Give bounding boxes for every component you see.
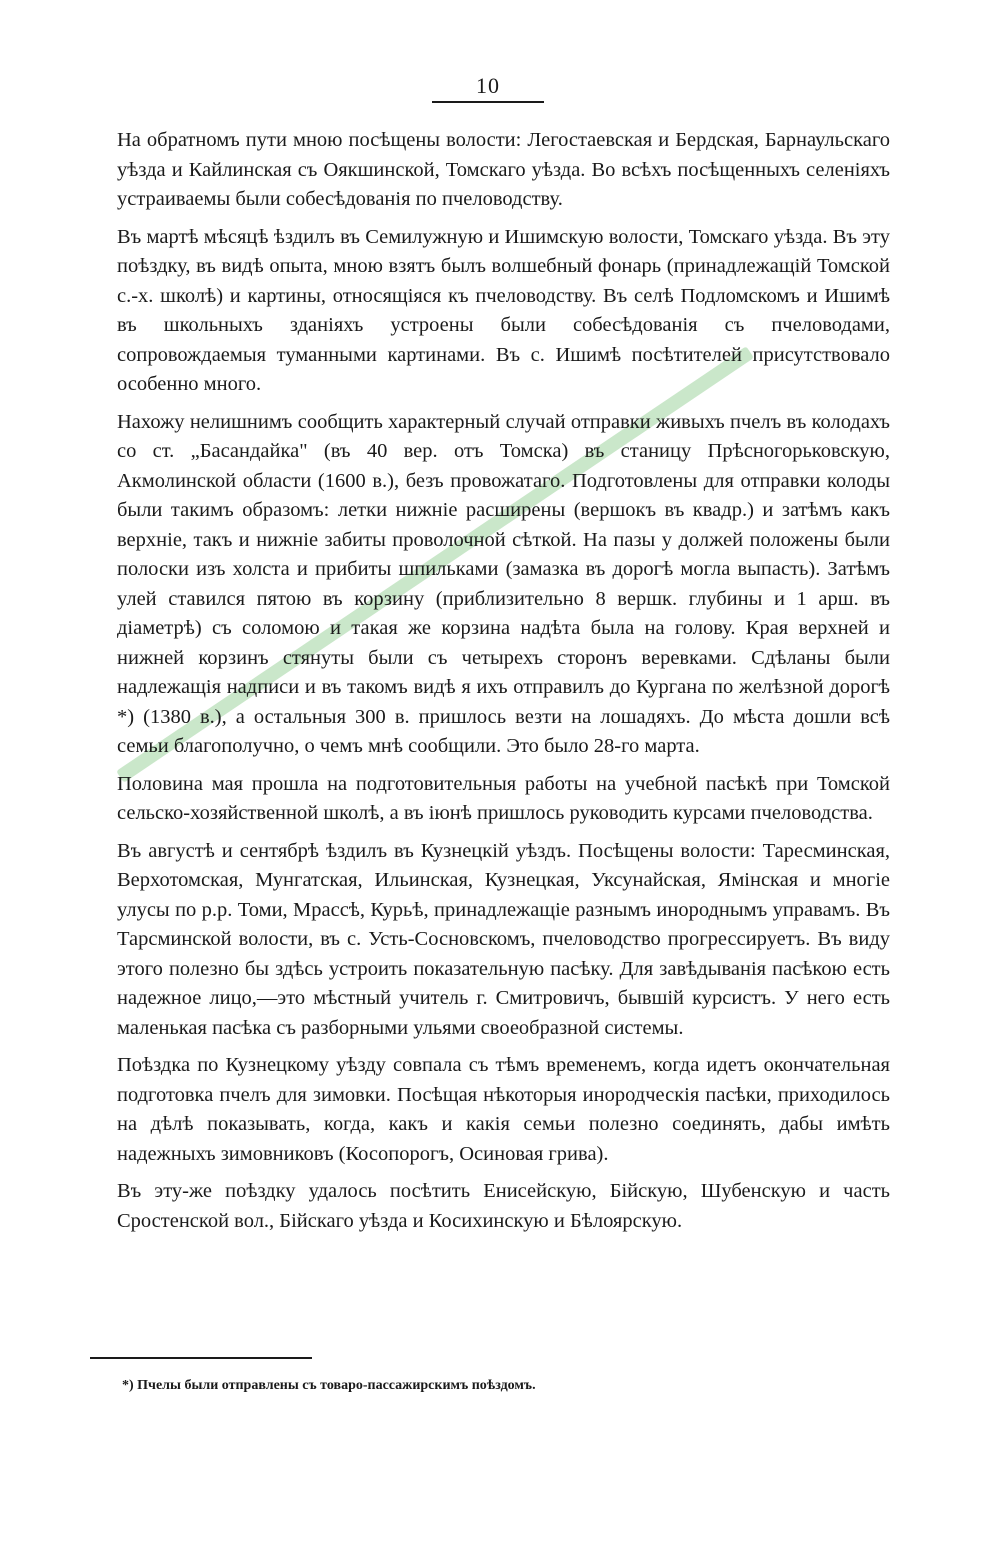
body-text [117,126,890,1236]
paragraph-5: Въ августѣ и сентябрѣ ѣздилъ въ Кузнецкій уѣздъ. Посѣщены волости: Таресминская, Верхотомская, Мунгатская, Ильинская, Кузнецкая, Уксунайская, Ямінская и многіе улусы по р.р. Томи, Мрассѣ, Курьѣ, принадлежащіе разнымъ инороднымъ управамъ. Въ Тарсминской волости, въ с. Усть-Сосновскомъ, пчеловодство прогрессируетъ. Въ виду этого полезно бы здѣсь устроить показательную пасѣку. Для завѣдыванія пасѣкою есть надежное лицо,—это мѣстный учитель г. Смитровичъ, бывшій курсистъ. У него есть маленькая пасѣка съ разборными ульями своеобразной системы. [117,839,890,1039]
footnote: *) Пчелы были отправлены съ товаро-пассажирскимъ поѣздомъ. [122,1378,536,1393]
paragraph-4: Половина мая прошла на подготовительныя работы на учебной пасѣкѣ при Томской сельско-хозяйственной школѣ, а въ іюнѣ пришлось руководить курсами пчеловодства. [117,772,890,824]
page-number: 10 [476,73,500,98]
paragraph-7: Въ эту-же поѣздку удалось посѣтить Енисейскую, Бійскую, Шубенскую и часть Сростенской вол., Бійскаго уѣзда и Косихинскую и Бѣлоярскую. [117,1180,890,1232]
paragraph-3: Нахожу нелишнимъ сообщить характерный случай отправки живыхъ пчелъ въ колодахъ со ст. „Басандайка" (въ 40 вер. отъ Томска) въ станицу Прѣсногорьковскую, Акмолинской области (1600 в.), безъ провожатаго. Подготовлены для отправки колоды были такимъ образомъ: летки нижніе расширены (вершокъ въ квадр.) и затѣмъ какъ верхніе, такъ и нижніе забиты проволочной сѣткой. На пазы у должей положены были полоски изъ холста и прибиты шпильками (замазка въ дорогѣ могла выпасть). Затѣмъ улей ставился пятою въ корзину (приблизительно 8 вершк. глубины и 1 арш. въ діаметрѣ) съ соломою и такая же корзина надѣта была на голову. Края верхней и нижней корзинъ стянуты были съ четырехъ сторонъ веревками. Сдѣланы были надлежащія надписи и въ такомъ видѣ я ихъ отправилъ до Кургана по желѣзной дорогѣ *) (1380 в.), а остальныя 300 в. пришлось везти на лошадяхъ. До мѣста дошли всѣ семьи благополучно, о чемъ мнѣ сообщили. Это было 28-го марта. [117,410,890,757]
paragraph-2: Въ мартѣ мѣсяцѣ ѣздилъ въ Семилужную и Ишимскую волости, Томскаго уѣзда. Въ эту поѣздку, въ видѣ опыта, мною взятъ былъ волшебный фонарь (принадлежащій Томской с.-х. школѣ) и картины, относящіяся къ пчеловодству. Въ селѣ Подломскомъ и Ишимѣ въ школьныхъ зданіяхъ устроены были собесѣдованія съ пчеловодами, сопровождаемыя туманными картинами. Въ с. Ишимѣ посѣтителей присутствовало особенно много. [117,225,890,395]
paragraph-1: На обратномъ пути мною посѣщены волости: Легостаевская и Бердская, Барнаульскаго уѣзда и Кайлинская съ Оякшинской, Томскаго уѣзда. Во всѣхъ посѣщенныхъ селеніяхъ устраиваемы были собесѣдованія по пчеловодству. [117,129,890,210]
paragraph-6: Поѣздка по Кузнецкому уѣзду совпала съ тѣмъ временемъ, когда идетъ окончательная подготовка пчелъ для зимовки. Посѣщая нѣкоторыя инородческія пасѣки, приходилось на дѣлѣ показывать, когда, какъ и какія семьи полезно соединять, дабы имѣть надежныхъ зимовниковъ (Косопорогъ, Осиновая грива). [117,1054,890,1165]
footnote-separator [90,1357,312,1359]
page-number-underline [432,101,544,103]
